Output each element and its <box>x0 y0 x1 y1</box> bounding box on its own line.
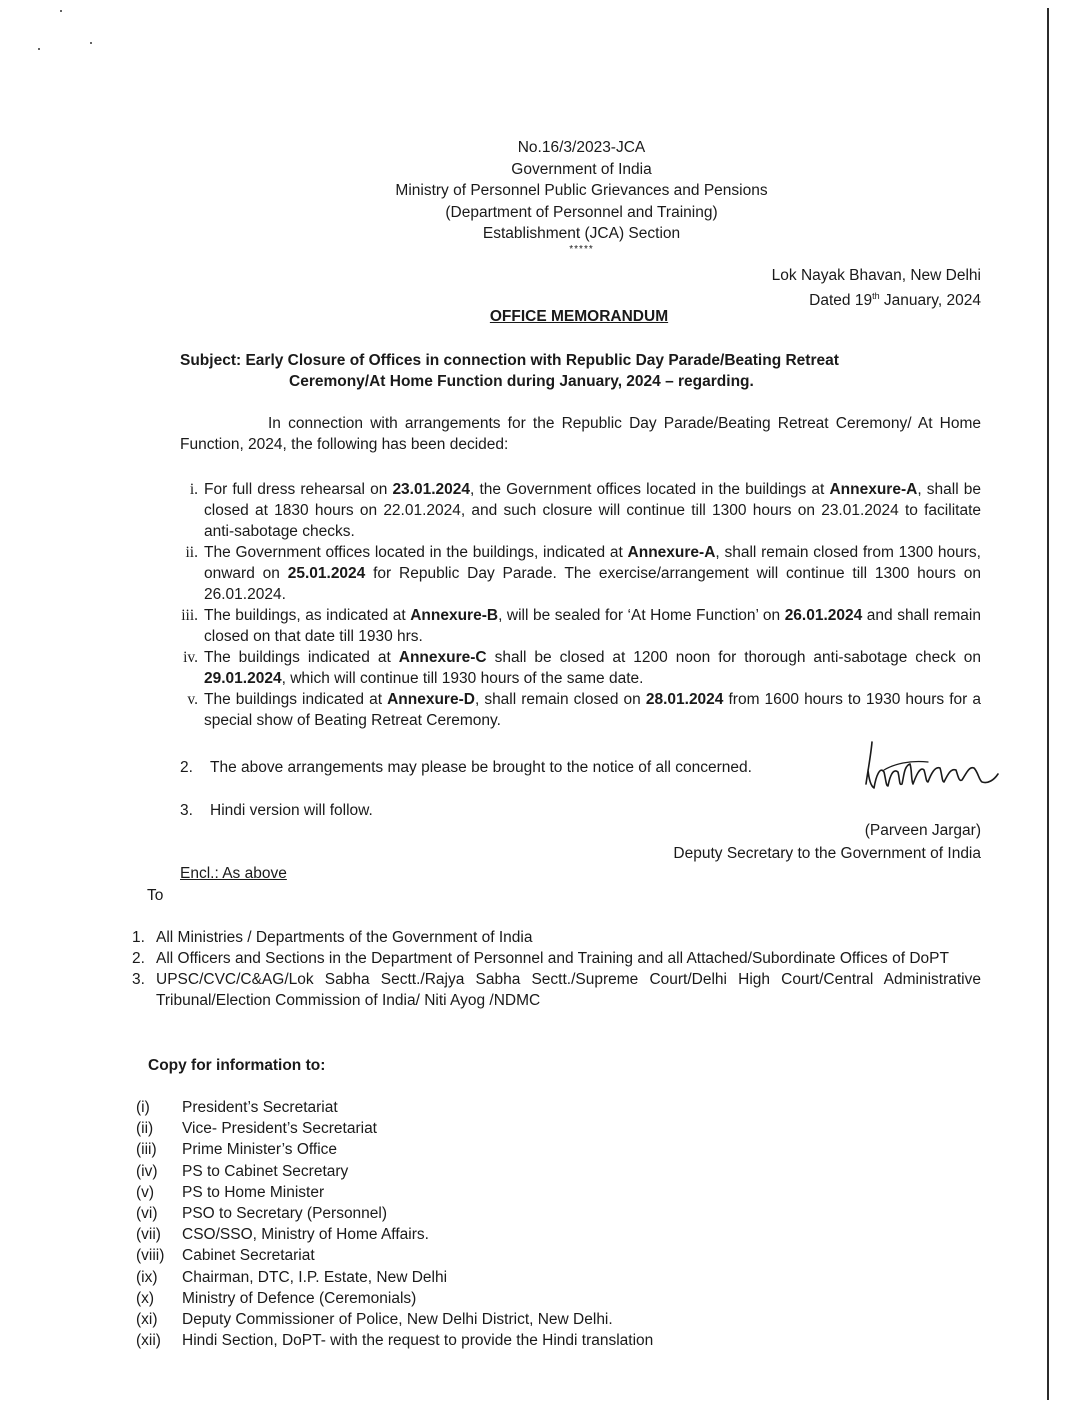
place-date-block <box>772 265 981 311</box>
item-text: The buildings, as indicated at Annexure-B, will be sealed for ‘At Home Function’ on 26.01.2024 and shall remain closed on that date till 1930 hrs. <box>204 607 981 645</box>
list-item: (xi) Deputy Commissioner of Police, New Delhi District, New Delhi. <box>136 1311 613 1329</box>
list-item: (iii) Prime Minister’s Office <box>136 1141 338 1159</box>
scan-speck <box>90 42 92 44</box>
recipient-list <box>132 927 981 1011</box>
item-text: The Government offices located in the buildings, indicated at Annexure-A, shall remain closed from 1300 hours, onward on 25.01.2024 for Republic Day Parade. The exercise/arrangement will continue till 1300 hours on 26.01.2024. <box>204 544 981 603</box>
copy-heading: Copy for information to: <box>148 1057 326 1074</box>
list-item: (viii) Cabinet Secretariat <box>136 1247 315 1265</box>
date-line: Dated 19th January, 2024 <box>809 291 981 310</box>
ministry-name: Ministry of Personnel Public Grievances and Pensions <box>395 182 768 199</box>
file-number: No.16/3/2023-JCA <box>517 139 646 156</box>
decision-list <box>170 479 981 731</box>
list-item: (xii) Hindi Section, DoPT- with the request to provide the Hindi translation <box>136 1332 654 1350</box>
list-item <box>170 479 981 542</box>
paragraph-2: 2. The above arrangements may please be brought to the notice of all concerned. <box>180 759 752 776</box>
signatory-name: (Parveen Jargar) <box>864 822 981 839</box>
item-text: The buildings indicated at Annexure-C shall be closed at 1200 noon for thorough anti-sabotage check on 29.01.2024, which will continue till 1930 hours of the same date. <box>204 649 982 687</box>
item-number: iv. <box>183 649 198 666</box>
item-number: ii. <box>185 544 198 561</box>
list-item <box>170 605 981 647</box>
subject-line-1: Subject: Early Closure of Offices in connection with Republic Day Parade/Beating Retreat <box>180 352 839 369</box>
letterhead <box>0 137 1088 255</box>
government-name: Government of India <box>511 160 652 178</box>
scan-speck <box>60 10 62 12</box>
intro-paragraph: In connection with arrangements for the Republic Day Parade/Beating Retreat Ceremony/ At Home Function, 2024, the following has been decided: <box>180 415 981 453</box>
signature <box>838 740 1008 810</box>
subject-line-2: Ceremony/At Home Function during January, 2024 – regarding. <box>289 373 754 390</box>
item-number: i. <box>189 481 198 498</box>
separator-stars: ***** <box>569 243 594 255</box>
item-number: v. <box>187 691 198 708</box>
to-label: To <box>147 887 164 904</box>
signatory-designation: Deputy Secretary to the Government of India <box>673 845 981 862</box>
item-text: The buildings indicated at Annexure-D, shall remain closed on 28.01.2024 from 1600 hours to 1930 hours for a special show of Beating Retreat Ceremony. <box>204 691 982 729</box>
list-item: (v) PS to Home Minister <box>136 1183 325 1201</box>
list-item: (i) President’s Secretariat <box>136 1099 338 1116</box>
department-name: (Department of Personnel and Training) <box>445 203 718 221</box>
paragraph-3: 3. Hindi version will follow. <box>180 802 373 819</box>
copy-list <box>136 1097 653 1351</box>
list-item: (x) Ministry of Defence (Ceremonials) <box>136 1289 417 1307</box>
location: Lok Nayak Bhavan, New Delhi <box>771 267 981 284</box>
list-item: 1. All Ministries / Departments of the Government of India <box>132 929 533 946</box>
list-item: 2. All Officers and Sections in the Department of Personnel and Training and all Attached/Subordinate Offices of DoPT <box>132 950 949 967</box>
list-item: (ii) Vice- President’s Secretariat <box>136 1120 377 1138</box>
subject <box>180 350 981 392</box>
item-text: For full dress rehearsal on 23.01.2024, the Government offices located in the buildings at Annexure-A, shall be closed at 1830 hours on 22.01.2024, and such closure will continue till 1300 hours on 23.01.2024 to facilitate anti-sabotage checks. <box>204 481 981 540</box>
scan-speck <box>38 48 40 50</box>
list-item: (vi) PSO to Secretary (Personnel) <box>136 1205 388 1223</box>
enclosure-note: Encl.: As above <box>180 865 287 882</box>
item-number: iii. <box>181 607 198 624</box>
list-item: (ix) Chairman, DTC, I.P. Estate, New Delhi <box>136 1268 448 1286</box>
section-name: Establishment (JCA) Section <box>482 225 681 242</box>
list-item: (iv) PS to Cabinet Secretary <box>136 1162 349 1180</box>
memo-title: OFFICE MEMORANDUM <box>489 308 669 325</box>
list-item: (vii) CSO/SSO, Ministry of Home Affairs. <box>136 1226 429 1244</box>
list-item <box>170 647 981 689</box>
signatory-block <box>673 819 981 865</box>
list-item <box>170 542 981 605</box>
list-item: 3. UPSC/CVC/C&AG/Lok Sabha Sectt./Rajya Sabha Sectt./Supreme Court/Delhi High Court/Central Administrative Tribunal/Election Commission of India/ Niti Ayog /NDMC <box>132 971 981 1009</box>
list-item <box>170 689 981 731</box>
